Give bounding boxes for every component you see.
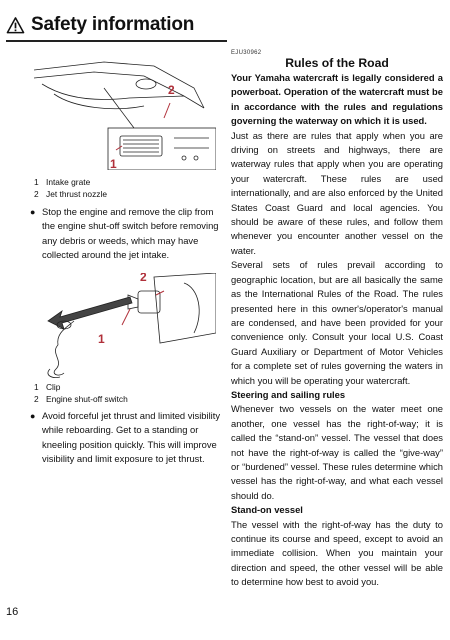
section-code: EJU30962 (231, 50, 262, 56)
bullet-text: Avoid forceful jet thrust and limited visibility while reboarding. Get to a standing or kneeling position quickly. This will improve visibility and limit exposure to jet thrust. (42, 410, 221, 465)
rules-paragraph: Whenever two vessels on the water meet one another, one vessel has the right-of-way; it is called the “stand-on” vessel. The vessel that does not have the right-of-way is called the “give-way” or “burdened” vessel. These rules determine which vessel has the right-of-way, and what each vessel should do. (231, 403, 443, 501)
shutoff-switch-illustration (34, 273, 216, 380)
page-number: 16 (6, 606, 19, 618)
figure2-callout-2: 2 (140, 273, 147, 284)
rules-intro: Your Yamaha watercraft is legally considered a powerboat. Operation of the watercraft must be in accordance with the rules and regulations governing the waterway on which it is used. (231, 72, 443, 127)
warning-triangle-icon (6, 16, 25, 35)
rules-paragraph: Just as there are rules that apply when you are driving on streets and highways, there are waterway rules that apply when you are operating your watercraft. These rules are used internationally, and are also enforced by the United States Coast Guard and local agencies. You should be aware of these rules, and follow them whenever you encounter another vessel on the water. (231, 129, 443, 256)
figure1-callout-2: 2 (168, 83, 175, 97)
section-title: Safety information (31, 14, 195, 35)
figure2-callout-1: 1 (98, 332, 105, 346)
bullet-dot-icon: ● (30, 207, 36, 217)
legend-text: Intake grate (46, 177, 91, 187)
bullet-item (30, 205, 222, 263)
bullet-text: Stop the engine and remove the clip from the engine shut-off switch before removing any debris or weeds, which may have collected around the jet intake. (42, 206, 219, 261)
figure1-legend (34, 176, 107, 200)
rules-title: Rules of the Road (285, 56, 389, 70)
bullet-item (30, 409, 222, 467)
legend-number: 1 (34, 382, 39, 392)
standon-heading: Stand-on vessel (231, 504, 303, 516)
bullet-dot-icon: ● (30, 411, 36, 421)
rules-body (231, 71, 443, 590)
figure1-callout-1: 1 (110, 157, 117, 170)
legend-item (34, 188, 107, 200)
legend-item (34, 381, 128, 393)
rules-paragraph: Several sets of rules prevail according to geographic location, but are all basically the same as the International Rules of the Road. The rules presented here in this owner's/operator's manual are condensed, and have been provided for your convenience only. Consult your local U.S. Coast Guard Auxiliary or Department of Motor Vehicles for a complete set of rules governing the waters in which you will be operating your watercraft. (231, 259, 443, 386)
legend-number: 2 (34, 189, 39, 199)
header-rule (6, 40, 227, 42)
legend-number: 2 (34, 394, 39, 404)
jet-intake-illustration (34, 58, 216, 170)
rules-paragraph: The vessel with the right-of-way has the duty to continue its course and speed, except to avoid an immediate collision. When you maintain your direction and speed, the other vessel will be able to determine how best to avoid you. (231, 518, 443, 588)
legend-number: 1 (34, 177, 39, 187)
legend-text: Jet thrust nozzle (46, 189, 107, 199)
legend-text: Engine shut-off switch (46, 394, 128, 404)
legend-text: Clip (46, 382, 61, 392)
steering-heading: Steering and sailing rules (231, 388, 346, 400)
figure2-legend (34, 381, 128, 405)
section-header (6, 14, 194, 36)
legend-item (34, 176, 107, 188)
legend-item (34, 393, 128, 405)
